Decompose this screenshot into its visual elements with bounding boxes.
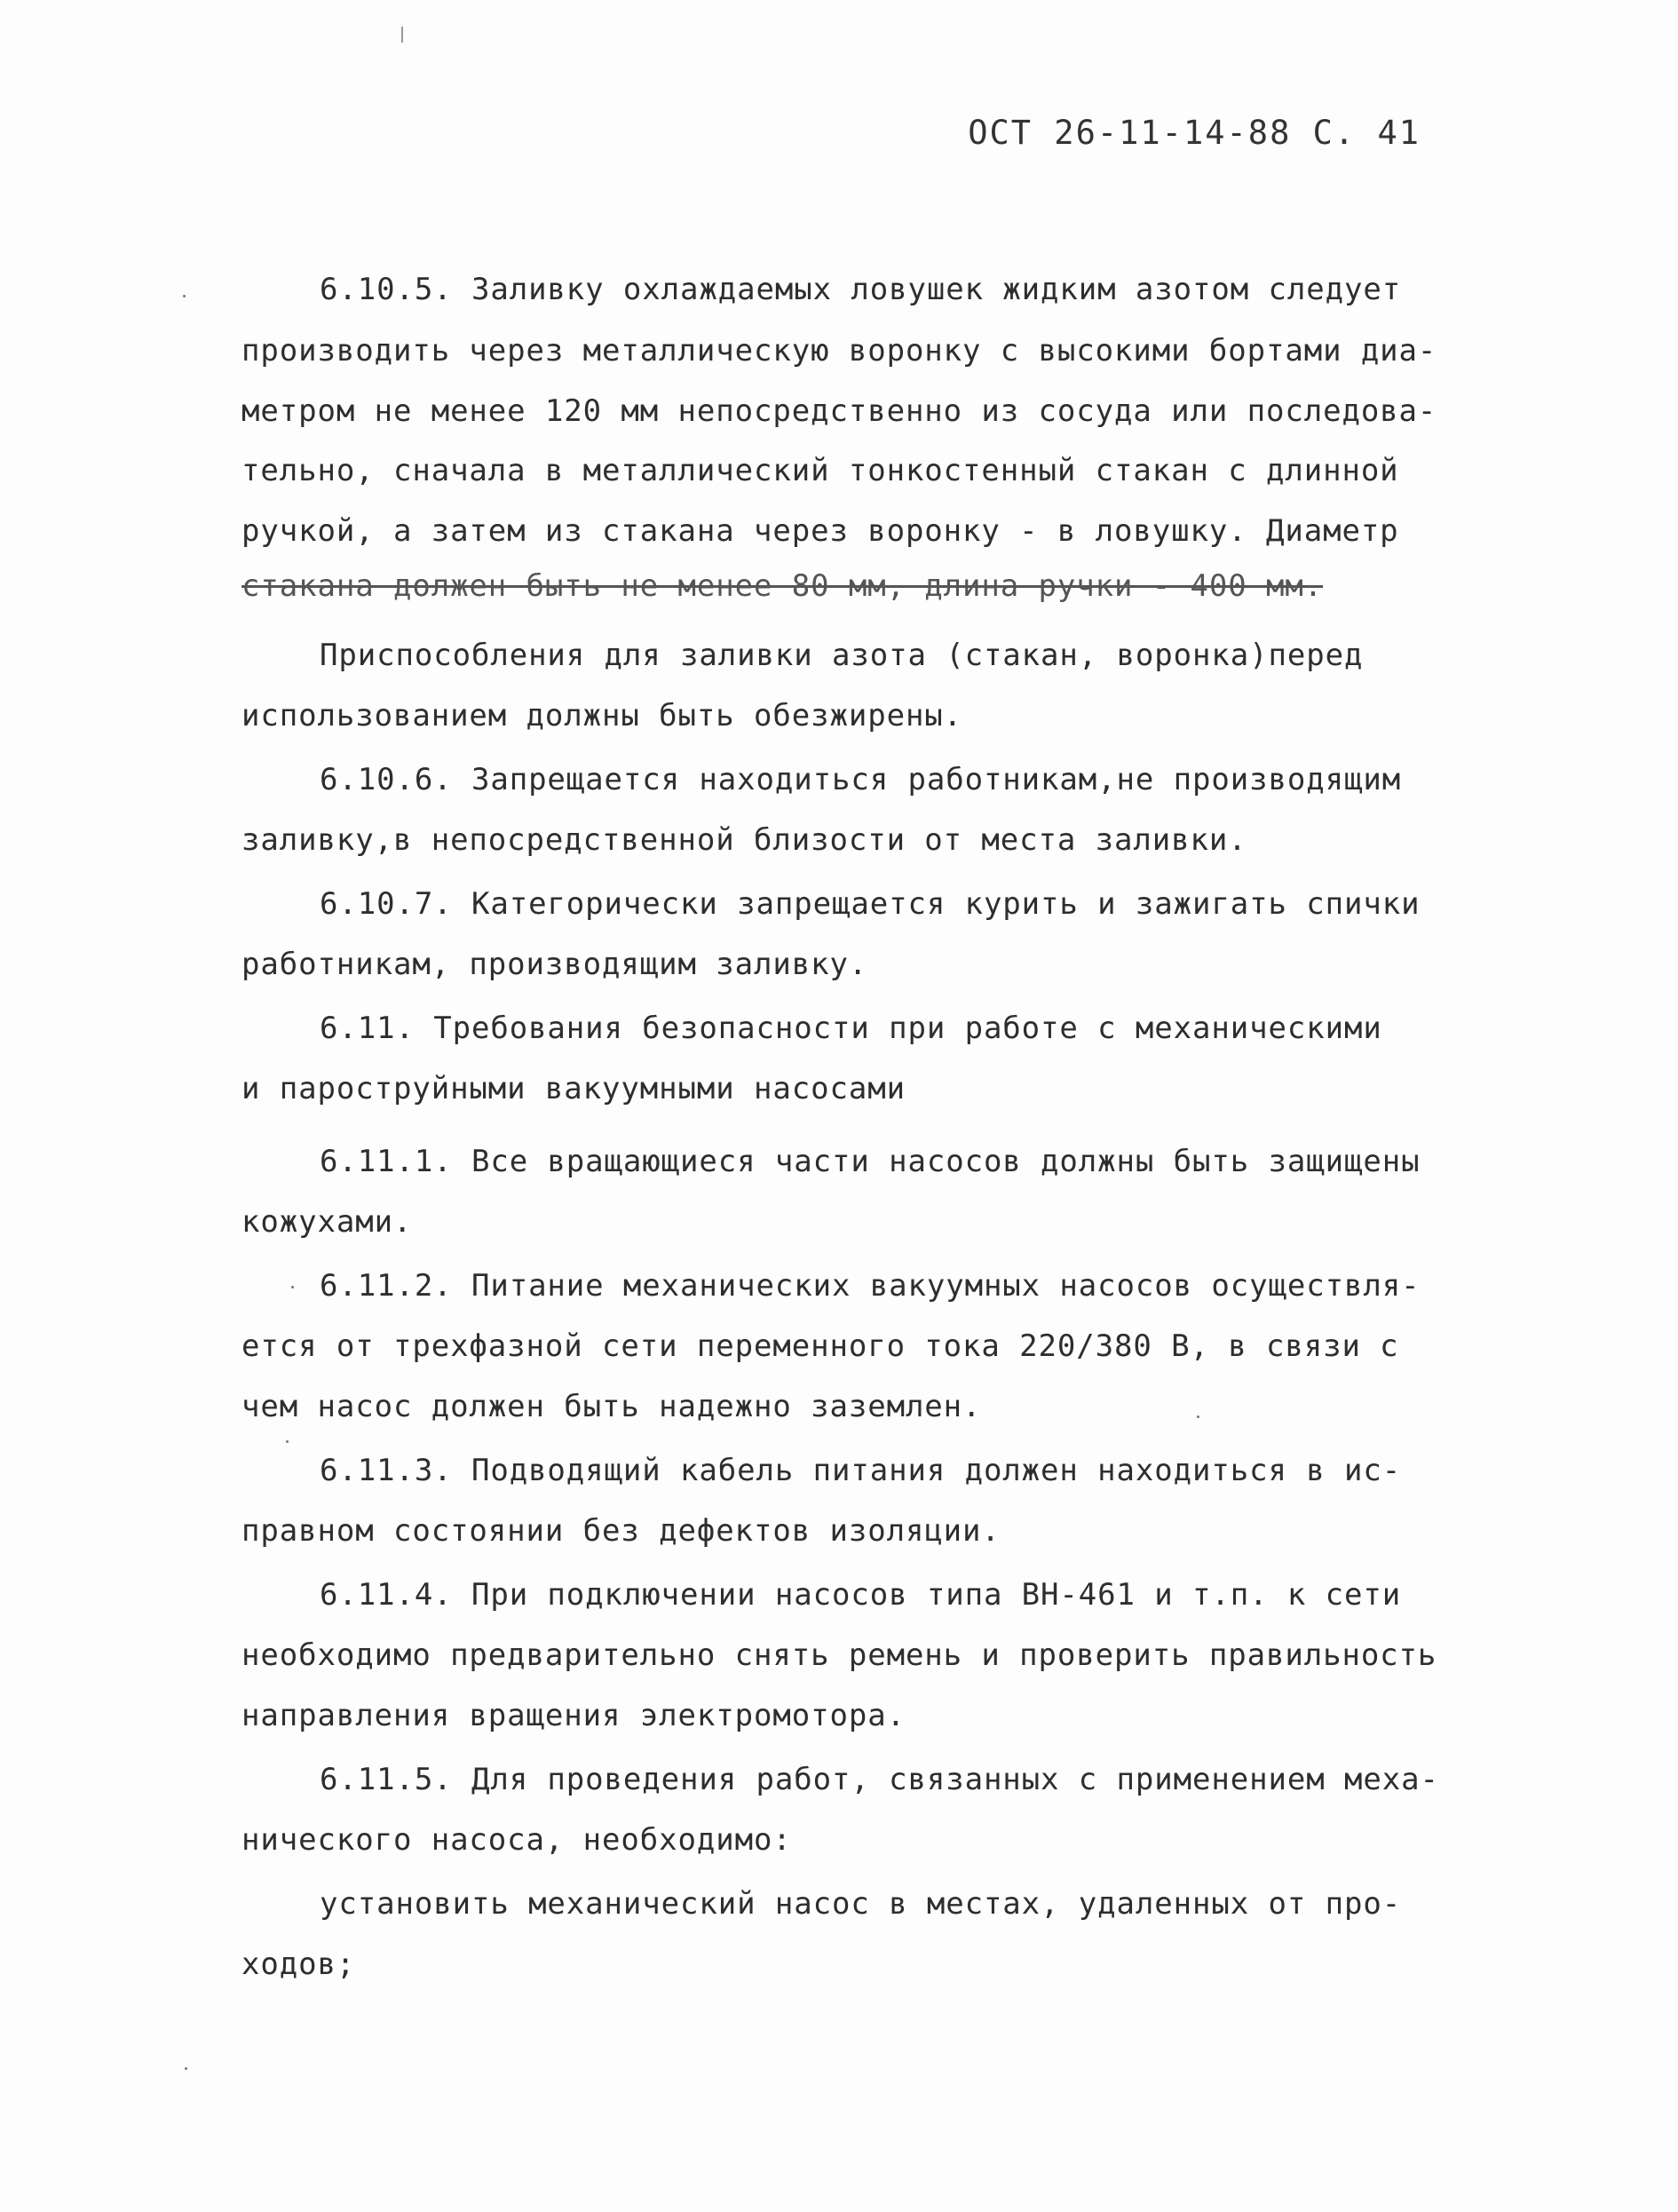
text-line: правном состоянии без дефектов изоляции. [241, 1513, 1001, 1549]
section-6-11-1: 6.11.1. Все вращающиеся части насосов должны быть защищены [320, 1144, 1421, 1179]
section-6-10-7: 6.10.7. Категорически запрещается курить и зажигать спички [320, 886, 1421, 922]
scan-speck [1197, 1415, 1199, 1418]
text-line: кожухами. [241, 1204, 413, 1240]
scan-speck [185, 2067, 187, 2070]
struck-text-line: стакана должен быть не менее 80 мм, длина ручки - 400 мм. [241, 568, 1324, 604]
text-line: установить механический насос в местах, удаленных от про- [320, 1886, 1402, 1922]
section-6-11-heading: 6.11. Требования безопасности при работе с механическими [320, 1011, 1382, 1046]
text-line: работникам, производящим заливку. [241, 947, 868, 982]
section-6-11-2: 6.11.2. Питание механических вакуумных насосов осуществля- [320, 1268, 1421, 1304]
text-line: необходимо предварительно снять ремень и проверить правильность [241, 1637, 1437, 1673]
text-line: использованием должны быть обезжирены. [241, 698, 963, 733]
text-line: ется от трехфазной сети переменного тока 220/380 В, в связи с [241, 1328, 1399, 1364]
scan-speck [183, 295, 186, 297]
scan-speck [286, 1440, 289, 1443]
text-line: 6.10.5. Заливку охлаждаемых ловушек жидким азотом следует [320, 272, 1402, 307]
text-line: Приспособления для заливки азота (стакан, воронка)перед [320, 638, 1364, 673]
section-6-11-4: 6.11.4. При подключении насосов типа ВН-461 и т.п. к сети [320, 1577, 1402, 1613]
text-line: чем насос должен быть надежно заземлен. [241, 1389, 982, 1424]
text-line: метром не менее 120 мм непосредственно из сосуда или последова- [241, 393, 1437, 429]
scan-speck [291, 1286, 294, 1288]
section-6-11-3: 6.11.3. Подводящий кабель питания должен находиться в ис- [320, 1453, 1402, 1488]
text-line: ходов; [241, 1946, 356, 1982]
text-line: направления вращения электромотора. [241, 1698, 906, 1733]
section-6-11-5: 6.11.5. Для проведения работ, связанных с применением меха- [320, 1762, 1439, 1797]
text-line: заливку,в непосредственной близости от места заливки. [241, 822, 1247, 858]
document-reference: ОСТ 26-11-14-88 С. 41 [968, 114, 1421, 152]
margin-mark [401, 27, 403, 43]
text-line: нического насоса, необходимо: [241, 1822, 792, 1858]
text-line: и пароструйными вакуумными насосами [241, 1071, 906, 1106]
text-line: производить через металлическую воронку с высокими бортами диа- [241, 333, 1437, 369]
text-line: ручкой, а затем из стакана через воронку - в ловушку. Диаметр [241, 513, 1399, 549]
text-line: тельно, сначала в металлический тонкостенный стакан с длинной [241, 453, 1399, 488]
section-6-10-6: 6.10.6. Запрещается находиться работникам,не производящим [320, 762, 1402, 797]
